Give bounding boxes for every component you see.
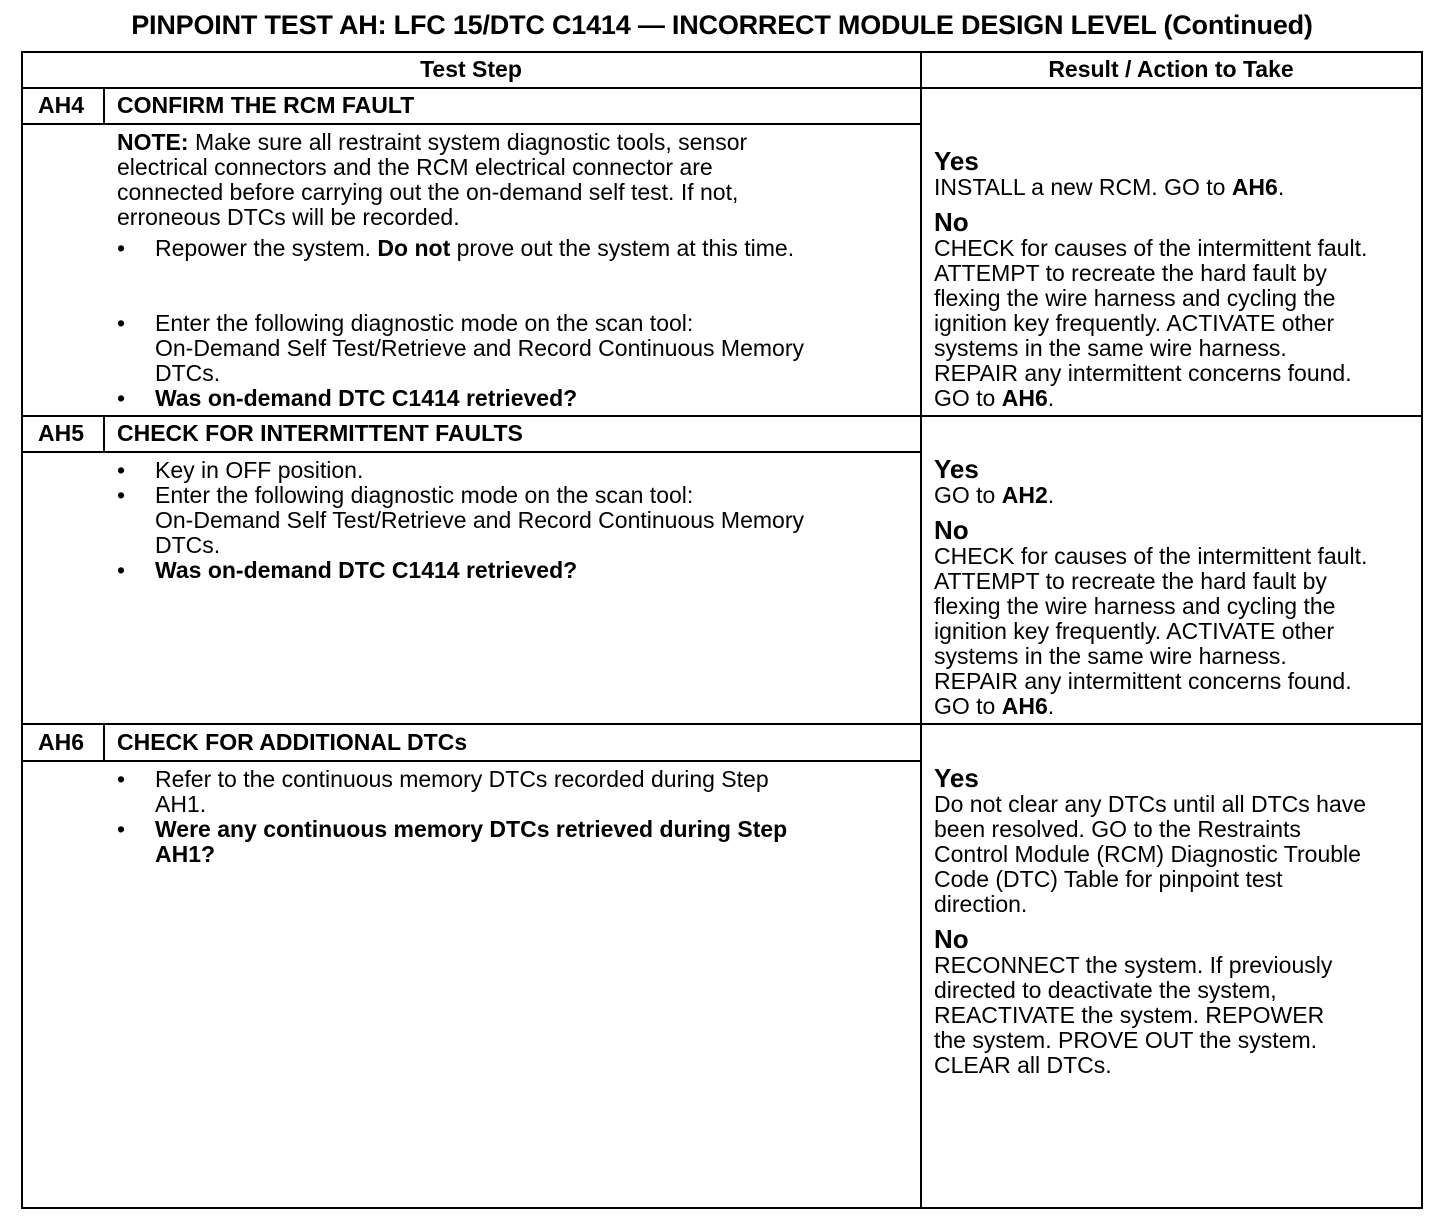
ah5-yes-text: GO to AH2. [934, 482, 1055, 508]
step-title-rule [21, 123, 921, 125]
bullet-icon: • [117, 766, 126, 792]
ah4-note-line4: erroneous DTCs will be recorded. [117, 204, 460, 230]
ah6-yes-line3: Control Module (RCM) Diagnostic Trouble [934, 841, 1361, 867]
step-title-ah4: CONFIRM THE RCM FAULT [117, 92, 415, 118]
bullet-icon: • [117, 385, 126, 411]
step-id-divider [103, 87, 105, 124]
ah6-no-line5: CLEAR all DTCs. [934, 1052, 1112, 1078]
bullet-icon: • [117, 235, 126, 261]
ah4-no-line1: CHECK for causes of the intermittent fault. [934, 235, 1368, 261]
ah4-no-line6: REPAIR any intermittent concerns found. [934, 360, 1352, 386]
ah5-no-line5: systems in the same wire harness. [934, 643, 1287, 669]
bullet-icon: • [117, 482, 126, 508]
ah6-yes-line4: Code (DTC) Table for pinpoint test [934, 866, 1283, 892]
ah5-bullet1: Key in OFF position. [155, 457, 364, 483]
test-step-header: Test Step [420, 56, 522, 82]
ah6-no-line3: REACTIVATE the system. REPOWER [934, 1002, 1325, 1028]
ah4-yes-text: INSTALL a new RCM. GO to AH6. [934, 174, 1285, 200]
step-title-ah6: CHECK FOR ADDITIONAL DTCs [117, 729, 468, 755]
page-title: PINPOINT TEST AH: LFC 15/DTC C1414 — INCORRECT MODULE DESIGN LEVEL (Continued) [131, 10, 1313, 40]
ah6-question-line1: Were any continuous memory DTCs retrieved during Step [155, 816, 788, 842]
ah6-no-line1: RECONNECT the system. If previously [934, 952, 1333, 978]
column-divider [920, 51, 922, 1209]
header-rule [21, 87, 1423, 89]
result-header: Result / Action to Take [1048, 56, 1294, 82]
step-id-ah5: AH5 [38, 420, 85, 446]
note-label: NOTE: [117, 129, 189, 155]
step-id-divider [103, 723, 105, 761]
bullet-icon: • [117, 816, 126, 842]
ah6-bullet1-line2: AH1. [155, 791, 207, 817]
ah4-yes-label: Yes [934, 146, 979, 176]
ah5-no-label: No [934, 515, 969, 545]
bullet-icon: • [117, 457, 126, 483]
ah6-yes-line2: been resolved. GO to the Restraints [934, 816, 1301, 842]
ah4-no-line2: ATTEMPT to recreate the hard fault by [934, 260, 1327, 286]
step-title-rule [21, 451, 921, 453]
step-id-divider [103, 415, 105, 452]
ah6-question-line2: AH1? [155, 841, 216, 867]
ah5-no-line1: CHECK for causes of the intermittent fault. [934, 543, 1368, 569]
ah5-no-line3: flexing the wire harness and cycling the [934, 593, 1336, 619]
ah6-no-label: No [934, 924, 969, 954]
ah4-question: Was on-demand DTC C1414 retrieved? [155, 385, 578, 411]
step-title-ah5: CHECK FOR INTERMITTENT FAULTS [117, 420, 523, 446]
ah4-bullet1: Repower the system. Do not prove out the system at this time. [155, 235, 795, 261]
ah5-no-line6: REPAIR any intermittent concerns found. [934, 668, 1352, 694]
ah4-note-line2: electrical connectors and the RCM electrical connector are [117, 154, 713, 180]
ah5-no-line2: ATTEMPT to recreate the hard fault by [934, 568, 1327, 594]
bullet-icon: • [117, 310, 126, 336]
step-id-ah4: AH4 [38, 92, 85, 118]
ah4-bullet2-line2: On-Demand Self Test/Retrieve and Record Continuous Memory [155, 335, 804, 361]
ah5-bullet2-line1: Enter the following diagnostic mode on the scan tool: [155, 482, 694, 508]
ah4-no-line5: systems in the same wire harness. [934, 335, 1287, 361]
ah4-no-line3: flexing the wire harness and cycling the [934, 285, 1336, 311]
row-rule [21, 723, 1423, 725]
ah6-bullet1-line1: Refer to the continuous memory DTCs recorded during Step [155, 766, 769, 792]
ah5-no-line4: ignition key frequently. ACTIVATE other [934, 618, 1335, 644]
ah6-no-line2: directed to deactivate the system, [934, 977, 1277, 1003]
ah4-note-line1: NOTE: Make sure all restraint system diagnostic tools, sensor [117, 129, 748, 155]
ah4-no-label: No [934, 207, 969, 237]
ah5-bullet2-line3: DTCs. [155, 532, 221, 558]
ah5-question: Was on-demand DTC C1414 retrieved? [155, 557, 578, 583]
ah6-no-line4: the system. PROVE OUT the system. [934, 1027, 1318, 1053]
ah6-yes-line1: Do not clear any DTCs until all DTCs have [934, 791, 1367, 817]
ah4-no-line4: ignition key frequently. ACTIVATE other [934, 310, 1335, 336]
step-title-rule [21, 760, 921, 762]
ah5-bullet2-line2: On-Demand Self Test/Retrieve and Record Continuous Memory [155, 507, 804, 533]
ah5-no-goto: GO to AH6. [934, 693, 1055, 719]
ah6-yes-label: Yes [934, 763, 979, 793]
ah4-no-goto: GO to AH6. [934, 385, 1055, 411]
ah4-bullet2-line1: Enter the following diagnostic mode on the scan tool: [155, 310, 694, 336]
ah6-yes-line5: direction. [934, 891, 1028, 917]
row-rule [21, 415, 1423, 417]
ah5-yes-label: Yes [934, 454, 979, 484]
step-id-ah6: AH6 [38, 729, 85, 755]
ah4-bullet2-line3: DTCs. [155, 360, 221, 386]
bullet-icon: • [117, 557, 126, 583]
ah4-note-line3: connected before carrying out the on-demand self test. If not, [117, 179, 739, 205]
